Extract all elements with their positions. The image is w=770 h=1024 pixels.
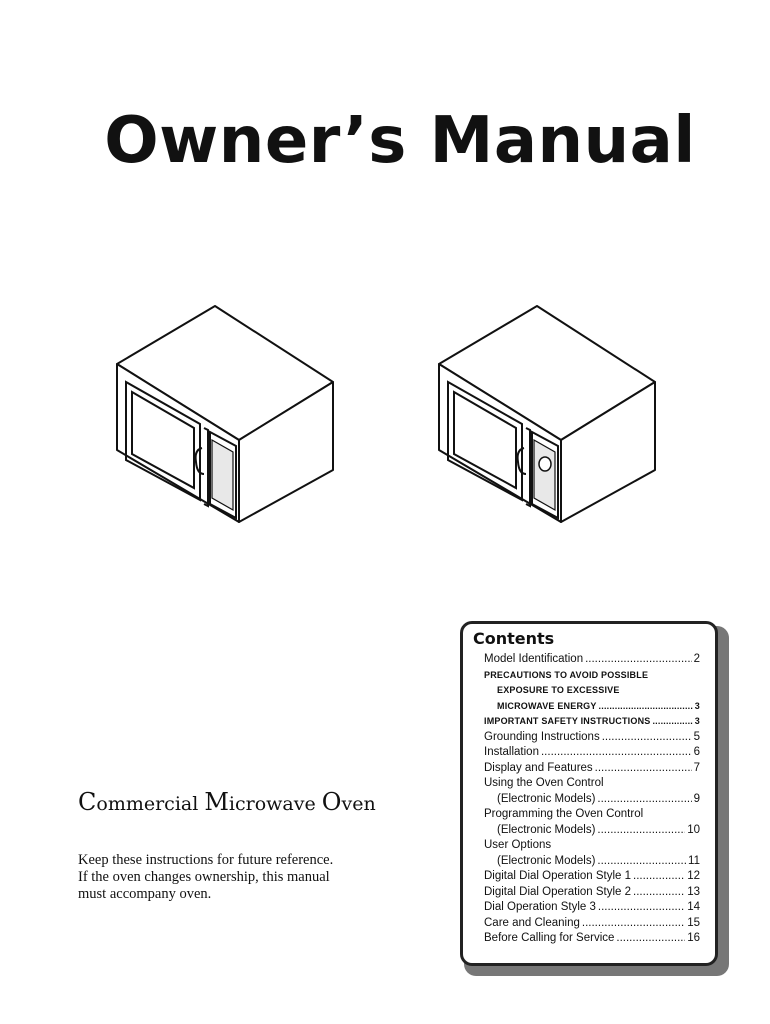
toc-entry: PRECAUTIONS TO AVOID POSSIBLE	[484, 669, 649, 680]
toc-entry: Digital Dial Operation Style 1 ..... 12	[484, 869, 700, 885]
contents-list	[484, 652, 700, 947]
toc-entry: Grounding Instructions ..... 5	[484, 730, 700, 746]
toc-entry: Programming the Oven Control	[484, 808, 644, 820]
toc-entry: IMPORTANT SAFETY INSTRUCTIONS ..... 3	[484, 714, 700, 730]
toc-entry: Model Identification ..... 2	[484, 652, 700, 668]
toc-entry: (Electronic Models) ..... 11	[484, 854, 700, 870]
microwave-illustration-dial	[434, 300, 674, 530]
toc-entry: Before Calling for Service ..... 16	[484, 931, 700, 947]
toc-entry: (Electronic Models) ..... 9	[484, 792, 700, 808]
toc-entry: User Options	[484, 839, 552, 851]
retention-note: Keep these instructions for future reference. If the oven changes ownership, this manual must accompany oven.	[78, 852, 334, 902]
manual-title: Owner’s Manual	[104, 104, 696, 178]
contents-heading: Contents	[473, 629, 555, 648]
toc-entry: (Electronic Models) ..... 10	[484, 823, 700, 839]
microwave-illustration-touchpad	[112, 300, 352, 530]
dial-knob-icon	[539, 457, 551, 471]
toc-entry: Care and Cleaning ..... 15	[484, 916, 700, 932]
toc-entry: EXPOSURE TO EXCESSIVE	[497, 685, 620, 695]
toc-entry: Dial Operation Style 3 ..... 14	[484, 900, 700, 916]
toc-entry: Using the Oven Control	[484, 777, 604, 789]
toc-entry: Display and Features ..... 7	[484, 761, 700, 777]
toc-entry: Digital Dial Operation Style 2 ..... 13	[484, 885, 700, 901]
product-subtitle: Commercial Microwave Oven	[78, 788, 376, 816]
contents-box	[460, 621, 718, 966]
toc-entry: Installation ..... 6	[484, 745, 700, 761]
toc-entry: MICROWAVE ENERGY ..... 3	[484, 699, 700, 715]
